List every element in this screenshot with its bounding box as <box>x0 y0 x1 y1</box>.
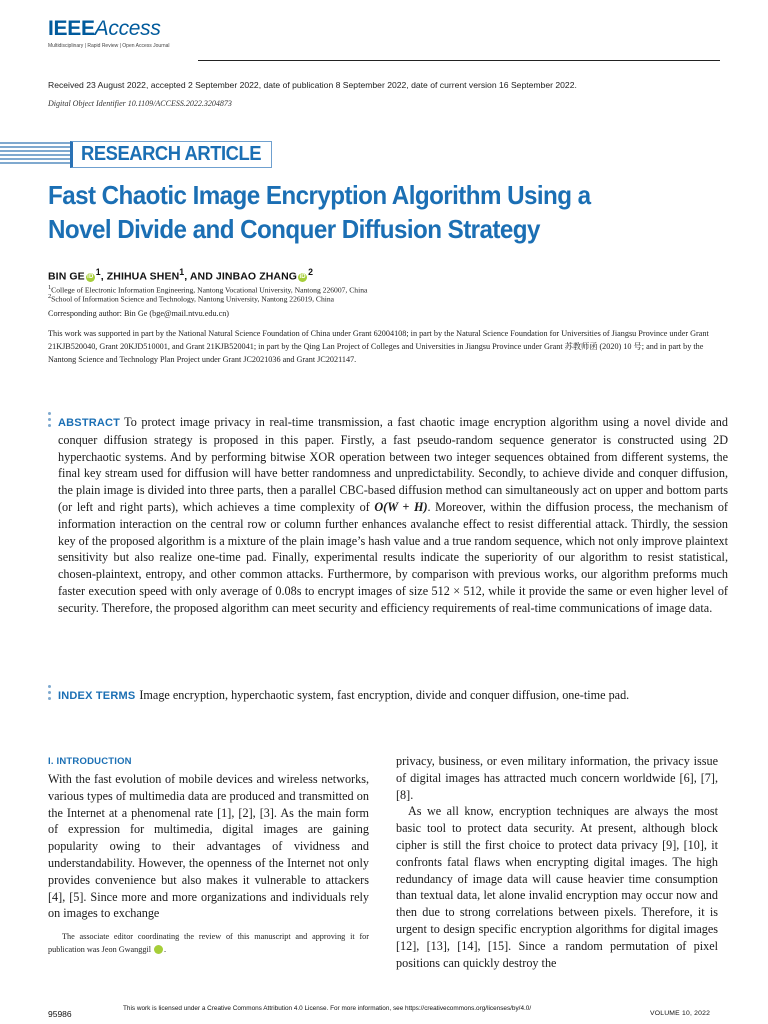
banner-box <box>70 141 272 168</box>
left-column <box>48 771 369 922</box>
orcid-icon[interactable]: iD <box>299 273 306 280</box>
body-paragraph: As we all know, encryption techniques are always the most basic tool to protect data security. At present, although block cipher is still the first choice to protect data privacy [9], [10], it confronts fatal flaws when encrypting digital images. The high redundancy of image data will cause heavier time consumption than textual data, let alone invalid encryption may occur now and then due to strong correlations between pixels. Therefore, it is urgent to design specific encryption algorithms for digital images [12], [13], [14], [15]. Since a random permutation of pixel positions can quickly destroy the <box>396 804 718 970</box>
footnote-text: The associate editor coordinating the review of this manuscript and approving it for publication was Jeon Gwanggil <box>48 932 369 954</box>
author-name: , ZHIHUA SHEN <box>100 270 180 283</box>
logo-tagline: Multidisciplinary | Rapid Review | Open Access Journal <box>48 43 170 49</box>
header-rule <box>198 60 720 61</box>
author-name: BIN GE <box>48 270 85 283</box>
article-type-banner <box>0 138 290 170</box>
affiliation-text: School of Information Science and Technology, Nantong University, Nantong 226019, China <box>51 294 335 304</box>
corresponding-author: Corresponding author: Bin Ge (bge@mail.ntvu.edu.cn) <box>48 309 230 318</box>
affil-sup: 1 <box>95 267 101 277</box>
abstract <box>58 414 728 617</box>
affil-sup: 1 <box>48 284 52 291</box>
index-dots-icon <box>48 685 52 703</box>
abstract-math: O(W + H) <box>374 499 428 514</box>
right-column <box>396 753 718 971</box>
logo-ieee: IEEE <box>48 17 95 40</box>
footnote-end: . <box>164 945 167 954</box>
orcid-icon[interactable]: iD <box>154 945 163 954</box>
affil-sup: 2 <box>308 267 314 277</box>
logo-access: Access <box>94 17 161 40</box>
abstract-text: To protect image privacy in real-time transmission, a fast chaotic image encryption algorithm using a novel divide and conquer diffusion strategy is proposed in this paper. Firstly, a fast pseudo-random sequence generator is constructed using 2D hyperchaotic systems. And by performing bitwise XOR operation between two integer sequences obtained from different systems, the final key stream used for diffusion will have better randomness and unpredictability. Secondly, to achieve divide and conquer diffusion, the plain image is divided into three parts, then a parallel CBC-based diffusion method can simultaneously act on upper and bottom parts (or left and right parts), which achieves a time complexity of <box>58 415 728 514</box>
doi-line: Digital Object Identifier 10.1109/ACCESS.2022.3204873 <box>48 99 232 108</box>
affil-sup: 1 <box>179 267 185 277</box>
volume-label: VOLUME 10, 2022 <box>650 1010 711 1017</box>
abstract-label: ABSTRACT <box>58 417 121 429</box>
affiliation-text: College of Electronic Information Engineering, Nantong Vocational University, Nantong 226007, China <box>51 285 368 295</box>
author-name: , AND JINBAO ZHANG <box>184 270 298 283</box>
index-terms <box>58 687 728 705</box>
abstract-dots-icon <box>48 412 52 430</box>
banner-stripes <box>0 142 70 166</box>
page-number: 95986 <box>48 1009 72 1019</box>
paper-title: Fast Chaotic Image Encryption Algorithm Using a Novel Divide and Conquer Diffusion Strategy <box>48 180 591 244</box>
section-heading: I. INTRODUCTION <box>48 756 132 767</box>
author-list <box>48 267 313 283</box>
index-terms-label: INDEX TERMS <box>58 690 136 702</box>
license-link[interactable]: This work is licensed under a Creative Commons Attribution 4.0 License. For more information, see https://creativecommons.org/licenses/by/4.0/ <box>123 1005 532 1012</box>
banner-label: RESEARCH ARTICLE <box>81 143 262 165</box>
body-paragraph: privacy, business, or even military information, the privacy issue of digital images has attracted much concern worldwide [6], [7], [8]. <box>396 754 718 802</box>
received-dates: Received 23 August 2022, accepted 2 September 2022, date of publication 8 September 2022, date of current version 16 September 2022. <box>48 80 577 90</box>
body-paragraph: With the fast evolution of mobile devices and wireless networks, various types of multimedia data are produced and transmitted on the Internet at a phenomenal rate [1], [2], [3]. As the main form of expression for multimedia, digital images are gaining popularity owing to their advantages of vividness and understandability. However, the openness of the Internet not only provides convenience but also makes it vulnerable to attackers [4], [5]. Since more and more organizations and individuals rely on images to exchange <box>48 772 369 921</box>
editor-footnote <box>48 930 369 956</box>
journal-logo <box>48 18 170 52</box>
funding-statement: This work was supported in part by the National Natural Science Foundation of China under Grant 62004108; in part by the Natural Science Foundation for Universities of Jiangsu Province under Grant 21KJB520040, Grant 20KJD510001, and Grant 21KJB520041; in part by the Qing Lan Project of Colleges and Universities in Jiangsu Province under Grant 苏教师函 (2020) 10 号; and in part by the Nantong Science and Technology Plan Project under Grant JC2021036 and Grant JC2021147. <box>48 329 709 364</box>
index-terms-text: Image encryption, hyperchaotic system, fast encryption, divide and conquer diffusion, one-time pad. <box>139 688 630 702</box>
abstract-text: . Moreover, within the diffusion process, the mechanism of information interaction on the central row or column further enhances avalanche effect to resist differential attack. Thirdly, the session key of the proposed algorithm is a mixture of the plain image’s hash value and a true random sequence, which not only improve plaintext sensitivity but also realize one-time pad. Finally, experimental results indicate the superiority of our algorithm to resist statistical, chosen-plaintext, entropy, and other common attacks. Furthermore, by comparison with previous works, our algorithm preforms much faster execution speed with only average of 0.08s to encrypt images of size 512 × 512, while it provide the same or even higher level of security. Therefore, the proposed algorithm can meet security and efficiency requirements of real-time communications of image data. <box>58 499 728 615</box>
affiliation-2 <box>48 293 334 304</box>
orcid-icon[interactable]: iD <box>87 273 94 280</box>
affil-sup: 2 <box>48 293 52 300</box>
